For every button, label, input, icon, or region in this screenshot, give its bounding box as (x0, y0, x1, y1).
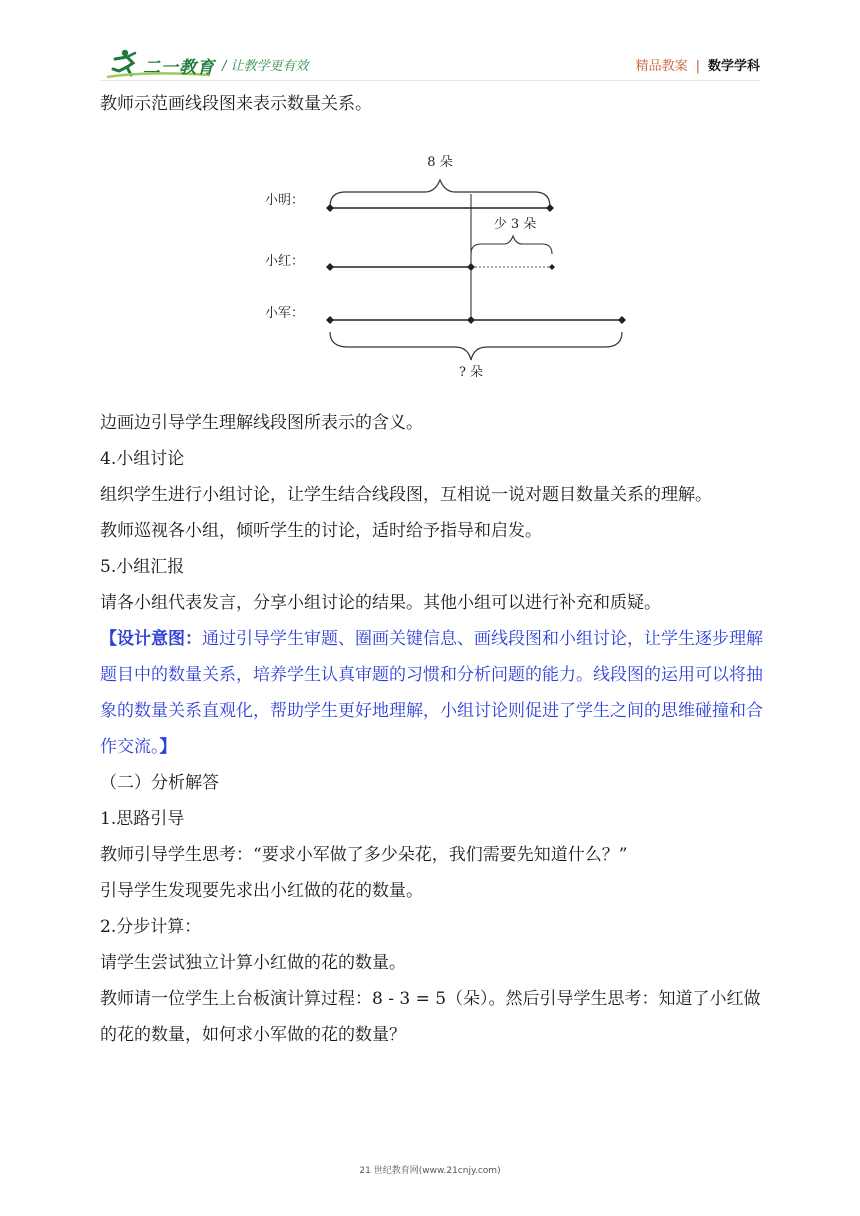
paragraph: 引导学生发现要先求出小红做的花的数量。 (100, 881, 423, 901)
design-intent (100, 621, 765, 765)
dot-xiaojun-start (326, 316, 334, 324)
section-heading: 2.分步计算： (100, 917, 202, 937)
header-slogan: / 让教学更有效 (222, 59, 309, 74)
design-intent-label: 【设计意图： (100, 629, 202, 649)
dot-xiaoming-end (546, 204, 554, 212)
paragraph: 教师巡视各小组，倾听学生的讨论，适时给予指导和启发。 (100, 521, 542, 541)
dot-xiaoming-start (326, 204, 334, 212)
paragraph: 教师引导学生思考：“要求小军做了多少朵花，我们需要先知道什么？” (100, 845, 628, 865)
page-footer: 21 世纪教育网(www.21cnjy.com) (359, 1166, 501, 1176)
label-unknown-flowers: ? 朵 (458, 365, 484, 380)
row-label-xiaohong: 小红： (265, 254, 305, 269)
dot-xiaojun-end (618, 316, 626, 324)
design-intent-body: 通过引导学生审题、圈画关键信息、画线段图和小组讨论，让学生逐步理解题目中的数量关系，培养学生认真审题的习惯和分析问题的能力。线段图的运用可以将抽象的数量关系直观化，帮助学生更好地理解，小组讨论则促进了学生之间的思维碰撞和合作交流。 (100, 629, 763, 757)
dot-xiaohong-mid (467, 263, 475, 271)
page-header (0, 0, 860, 90)
header-separator: | (695, 59, 700, 74)
paragraph: 请学生尝试独立计算小红做的花的数量。 (100, 953, 406, 973)
paragraph: 边画边引导学生理解线段图所表示的含义。 (100, 413, 423, 433)
row-label-xiaoming: 小明： (265, 193, 305, 208)
header-divider (100, 80, 760, 81)
diff-brace (471, 236, 552, 254)
section-heading: 4.小组讨论 (100, 449, 185, 469)
paragraph: 教师请一位学生上台板演计算过程：8 - 3 = 5（朵）。然后引导学生思考：知道了小红做的花的数量，如何求小军做的花的数量？ (100, 989, 761, 1045)
label-3-fewer: 少 3 朵 (493, 217, 537, 232)
paragraph: 请各小组代表发言，分享小组讨论的结果。其他小组可以进行补充和质疑。 (100, 593, 661, 613)
section-heading: 5.小组汇报 (100, 557, 185, 577)
dot-xiaohong-end (549, 264, 555, 270)
dot-xiaohong-start (326, 263, 334, 271)
label-8-flowers: 8 朵 (427, 155, 453, 170)
paragraph: 组织学生进行小组讨论，让学生结合线段图，互相说一说对题目数量关系的理解。 (100, 485, 712, 505)
section-heading: 1.思路引导 (100, 809, 185, 829)
header-subject: 数学学科 (707, 59, 760, 74)
bottom-brace (330, 332, 622, 360)
paragraph: 教师示范画线段图来表示数量关系。 (100, 94, 372, 114)
line-segment-diagram (100, 122, 765, 397)
row-label-xiaojun: 小军： (265, 306, 305, 321)
dot-xiaojun-mid (467, 316, 475, 324)
section-heading: （二）分析解答 (100, 773, 219, 793)
logo-text: 二一教育 (143, 58, 215, 78)
design-intent-end: 】 (159, 737, 177, 757)
document-body (100, 86, 765, 1053)
header-right (636, 55, 760, 74)
header-label: 精品教案 (635, 59, 688, 74)
top-brace (330, 180, 550, 207)
